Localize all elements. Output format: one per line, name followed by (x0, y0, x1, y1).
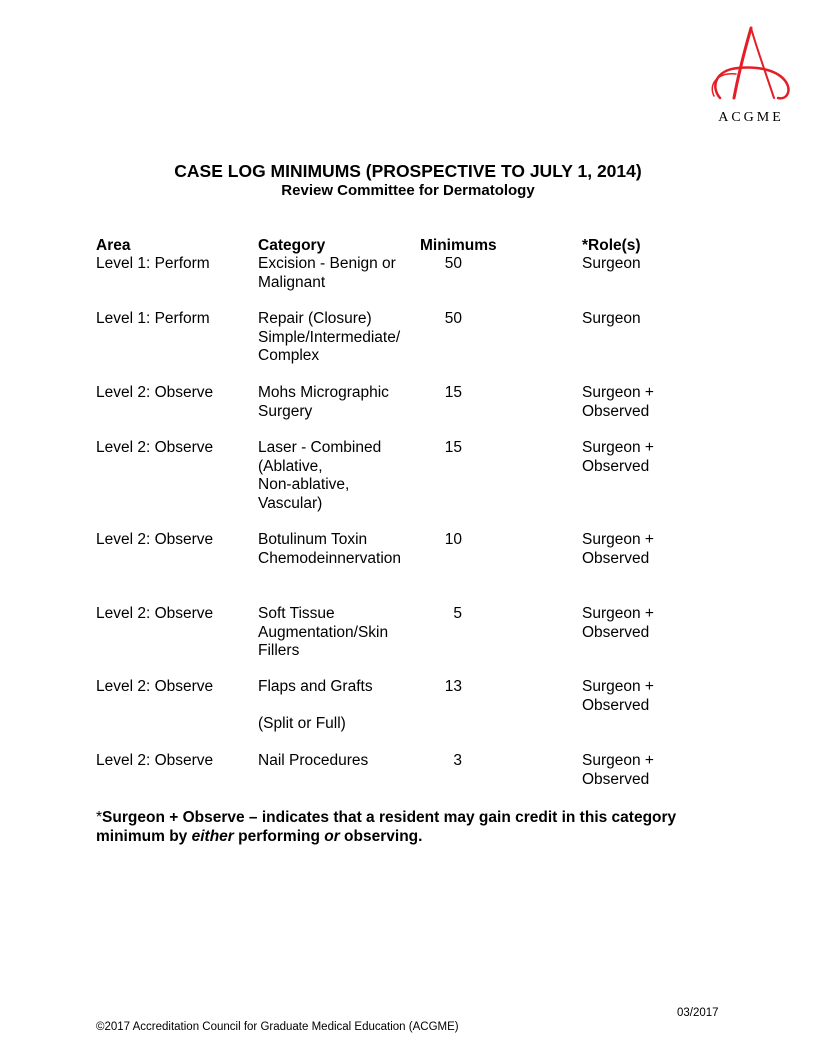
category-line: Surgery (258, 402, 313, 420)
header-roles: *Role(s) (582, 237, 641, 254)
role-line: Surgeon + (582, 531, 654, 548)
row-area: Level 2: Observe (96, 678, 214, 695)
row-role (582, 678, 702, 715)
category-line: Mohs Micrographic (258, 384, 389, 401)
category-line: Augmentation/Skin (258, 623, 389, 641)
row-minimum: 15 (444, 439, 462, 456)
role-line: Surgeon + (582, 678, 654, 695)
category-line: Complex (258, 347, 320, 364)
category-line: Malignant (258, 273, 326, 291)
header-area: Area (96, 237, 131, 254)
row-minimum: 15 (444, 384, 462, 401)
row-category (258, 678, 418, 734)
row-role (582, 384, 702, 421)
role-line: Observed (582, 623, 650, 641)
category-line: (Split or Full) (258, 715, 346, 732)
category-line: Non-ablative, (258, 476, 350, 493)
category-line: Excision - Benign or (258, 255, 396, 272)
role-line: Surgeon + (582, 384, 654, 401)
footnote-text-2: performing (233, 828, 325, 845)
category-line: Soft Tissue (258, 605, 335, 622)
footnote-text-3: observing. (339, 828, 423, 845)
page-title: CASE LOG MINIMUMS (PROSPECTIVE TO JULY 1, 2014) (174, 161, 642, 181)
document-date: 03/2017 (677, 1007, 719, 1019)
role-line: Observed (582, 457, 650, 475)
category-line: (Ablative, (258, 457, 323, 475)
role-line: Surgeon + (582, 439, 654, 456)
row-category (258, 752, 418, 771)
row-minimum: 13 (444, 678, 462, 695)
footnote-either: either (191, 828, 234, 845)
category-line: Chemodeinnervation (258, 549, 402, 567)
row-category (258, 531, 418, 568)
row-category (258, 384, 418, 421)
row-area: Level 2: Observe (96, 439, 214, 456)
role-line: Surgeon + (582, 752, 654, 769)
row-role (582, 752, 702, 789)
row-role (582, 255, 702, 274)
row-area: Level 2: Observe (96, 752, 214, 769)
row-role (582, 310, 702, 329)
row-minimum: 50 (444, 310, 462, 327)
row-role (582, 605, 702, 642)
category-line: Vascular) (258, 494, 323, 512)
role-line: Observed (582, 770, 650, 788)
footnote-star: * (96, 809, 103, 826)
category-line: Laser - Combined (258, 439, 382, 456)
footnote-or: or (324, 828, 340, 845)
category-line: Fillers (258, 642, 300, 659)
row-category (258, 255, 418, 292)
acgme-emblem-icon (708, 26, 794, 106)
role-line: Surgeon + (582, 605, 654, 622)
header-category: Category (258, 237, 326, 254)
row-minimum: 3 (453, 752, 462, 769)
role-line: Observed (582, 549, 650, 567)
role-line: Surgeon (582, 310, 641, 327)
row-role (582, 531, 702, 568)
copyright-notice: ©2017 Accreditation Council for Graduate Medical Education (ACGME) (96, 1021, 459, 1033)
page-subtitle: Review Committee for Dermatology (281, 182, 535, 199)
row-category (258, 310, 418, 366)
category-line: Repair (Closure) (258, 310, 372, 327)
row-role (582, 439, 702, 476)
category-line: Simple/Intermediate/ (258, 328, 401, 346)
row-area: Level 2: Observe (96, 605, 214, 622)
role-line: Observed (582, 402, 650, 420)
row-area: Level 1: Perform (96, 255, 210, 272)
row-minimum: 50 (444, 255, 462, 272)
category-line: Nail Procedures (258, 752, 369, 769)
footnote-text-1: Surgeon + Observe – indicates that a resident may gain credit in this category minimum by (96, 809, 677, 845)
row-minimum: 5 (453, 605, 462, 622)
role-line: Surgeon (582, 255, 641, 272)
row-category (258, 605, 418, 661)
logo-text: ACGME (718, 110, 784, 125)
row-area: Level 1: Perform (96, 310, 210, 327)
category-spacer (258, 697, 418, 716)
row-area: Level 2: Observe (96, 531, 214, 548)
acgme-logo (706, 26, 796, 130)
footnote (96, 808, 726, 846)
header-minimums: Minimums (420, 237, 497, 254)
role-line: Observed (582, 696, 650, 714)
category-line: Flaps and Grafts (258, 678, 373, 695)
row-area: Level 2: Observe (96, 384, 214, 401)
row-category (258, 439, 418, 513)
row-minimum: 10 (444, 531, 462, 548)
category-line: Botulinum Toxin (258, 531, 368, 548)
